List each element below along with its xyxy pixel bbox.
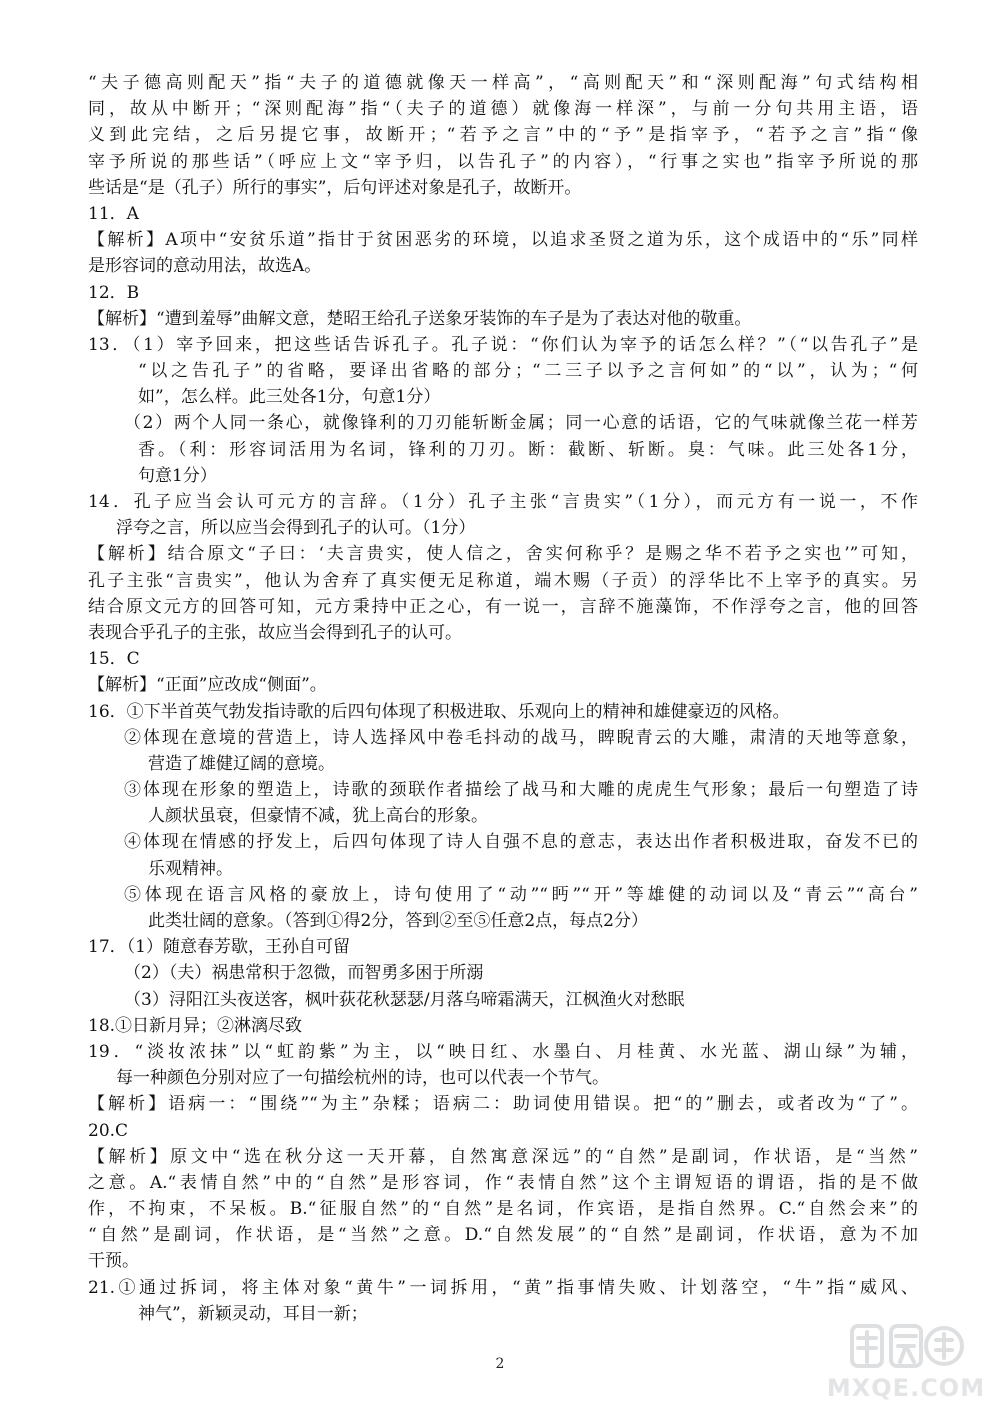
- answer-15: 15．C: [88, 649, 140, 670]
- text-line: “自然”是副词，作状语，是“当然”之意。D.“自然发展”的“自然”是副词，作状语，意为不加: [88, 1225, 918, 1246]
- text-line: 宰予所说的那些话”（呼应上文“宰予归，以告孔子”的内容），“行事之实也”指宰予所说的那: [88, 151, 918, 172]
- text-line: 此类壮阔的意象。（答到①得2分，答到②至⑤任意2点，每点2分）: [148, 911, 648, 931]
- text-line: 干预。: [88, 1251, 139, 1272]
- text-line: 如”，怎么样。此三处各1分，句意1分）: [138, 387, 441, 408]
- text-line: 香。（利：形容词活用为名词，锋利的刀刃。断：截断、斩断。臭：气味。此三处各1分，: [138, 439, 918, 460]
- watermark-text: MXQE.COM: [826, 1374, 986, 1402]
- answer-11: 11．A: [88, 203, 139, 224]
- analysis-11: 【解析】A项中“安贫乐道”指甘于贫困恶劣的环境，以追求圣贤之道为乐，这个成语中的“乐”同样: [88, 230, 918, 251]
- answer-18: 18.①日新月异；②淋漓尽致: [88, 1015, 303, 1036]
- text-line: 结合原文元方的回答可知，元方秉持中正之心，有一说一，言辞不施藻饰，不作浮夸之言，他的回答: [88, 596, 918, 617]
- text-line: 同，故从中断开；“深则配海”指“（夫子的道德）就像海一样深”，与前一分句共用主语，语: [88, 99, 918, 120]
- answer-12: 12．B: [88, 282, 140, 303]
- page-number: 2: [495, 1356, 505, 1372]
- text-line: 每一种颜色分别对应了一句描绘杭州的诗，也可以代表一个节气。: [116, 1068, 609, 1089]
- text-line: 句意1分）: [138, 465, 217, 486]
- analysis-15: 【解析】“正面”应改成“侧面”。: [88, 675, 327, 696]
- text-line: ④体现在情感的抒发上，后四句体现了诗人自强不息的意志，表达出作者积极进取，奋发不已的: [124, 832, 918, 853]
- text-line: （3）浔阳江头夜送客，枫叶荻花秋瑟瑟/月落乌啼霜满天，江枫渔火对愁眠: [124, 989, 685, 1010]
- text-line: 义到此完结，之后另提它事，故断开；“若予之言”中的“予”是指宰予，“若予之言”指“像: [88, 125, 918, 146]
- text-line: 神气”，新颖灵动，耳目一新；: [138, 1303, 368, 1324]
- analysis-19: 【解析】语病一：“围绕”“为主”杂糅；语病二：助词使用错误。把“的”删去，或者改为“了”。: [88, 1094, 918, 1115]
- text-line: 表现合乎孔子的主张，故应当会得到孔子的认可。: [88, 622, 462, 643]
- text-line: ③体现在形象的塑造上，诗歌的颈联作者描绘了战马和大雕的虎虎生气形象；最后一句塑造了诗: [124, 780, 918, 801]
- text-line: （2）两个人同一条心，就像锋利的刀刃能斩断金属；同一心意的话语，它的气味就像兰花一样芳: [124, 413, 918, 434]
- answer-19: 19．“淡妆浓抹”以“虹韵紫”为主，以“映日红、水墨白、月桂黄、水光蓝、湖山绿”为辅，: [88, 1041, 918, 1062]
- text-line: 作，不拘束，不呆板。B.“征服自然”的“自然”是名词，作宾语，是指自然界。C.“自然会来”的: [88, 1199, 918, 1220]
- analysis-14: 【解析】结合原文“子曰：‘夫言贵实，使人信之，舍实何称乎？是赐之华不若予之实也’”可知，: [88, 544, 918, 565]
- text-line: 乐观精神。: [148, 858, 233, 879]
- answer-17: 17．（1）随意春芳歇，王孙自可留: [88, 937, 350, 958]
- document-body: [88, 70, 918, 1327]
- analysis-20: 【解析】原文中“选在秋分这一天开幕，自然寓意深远”的“自然”是副词，作状语，是“当然”: [88, 1146, 918, 1167]
- answer-20: 20.C: [88, 1120, 129, 1141]
- text-line: 孔子主张“言贵实”，他认为舍弃了真实便无足称道，端木赐（子贡）的浮华比不上宰予的真实。另: [88, 570, 918, 591]
- watermark: [818, 1318, 994, 1410]
- answer-14: 14．孔子应当会认可元方的言辞。（1分）孔子主张“言贵实”（1分），而元方有一说一，不作: [88, 492, 918, 512]
- text-line: 之意。A.“表情自然”中的“自然”是形容词，作“表情自然”这个主谓短语的谓语，指的是不做: [88, 1172, 918, 1193]
- text-line: 营造了雄健辽阔的意境。: [148, 753, 335, 774]
- text-line: “夫子德高则配天”指“夫子的道德就像天一样高”，“高则配天”和“深则配海”句式结构相: [88, 73, 918, 93]
- answer-seal-logo-icon: [848, 1318, 964, 1374]
- analysis-12: 【解析】“遭到羞辱”曲解文意，楚昭王给孔子送象牙装饰的车子是为了表达对他的敬重。: [88, 308, 752, 329]
- answer-21: 21.①通过拆词，将主体对象“黄牛”一词拆用，“黄”指事情失败、计划落空，“牛”指“威风、: [88, 1277, 918, 1298]
- answer-16: 16．①下半首英气勃发指诗歌的后四句体现了积极进取、乐观向上的精神和雄健豪迈的风格。: [88, 701, 790, 722]
- text-line: 些话是“是（孔子）所行的事实”，后句评述对象是孔子，故断开。: [88, 177, 582, 198]
- answer-13: 13．（1）宰予回来，把这些话告诉孔子。孔子说：“你们认为宰予的话怎么样？”（“以告孔子”是: [88, 334, 918, 355]
- text-line: ②体现在意境的营造上，诗人选择风中卷毛抖动的战马，睥睨青云的大雕，肃清的天地等意象，: [124, 727, 918, 748]
- text-line: ⑤体现在语言风格的豪放上，诗句使用了“动”“眄”“开”等雄健的动词以及“青云”“高台”: [124, 884, 918, 905]
- text-line: 浮夸之言，所以应当会得到孔子的认可。（1分）: [116, 518, 476, 539]
- text-line: “以之告孔子”的省略，要译出省略的部分；“二三子以予之言何如”的“以”，认为；“何: [138, 361, 918, 382]
- text-line: 人颜状虽衰，但豪情不减，犹上高台的形象。: [148, 806, 488, 827]
- text-line: 是形容词的意动用法，故选A。: [88, 256, 322, 277]
- text-line: （2）（夫）祸患常积于忽微，而智勇多困于所溺: [124, 963, 484, 984]
